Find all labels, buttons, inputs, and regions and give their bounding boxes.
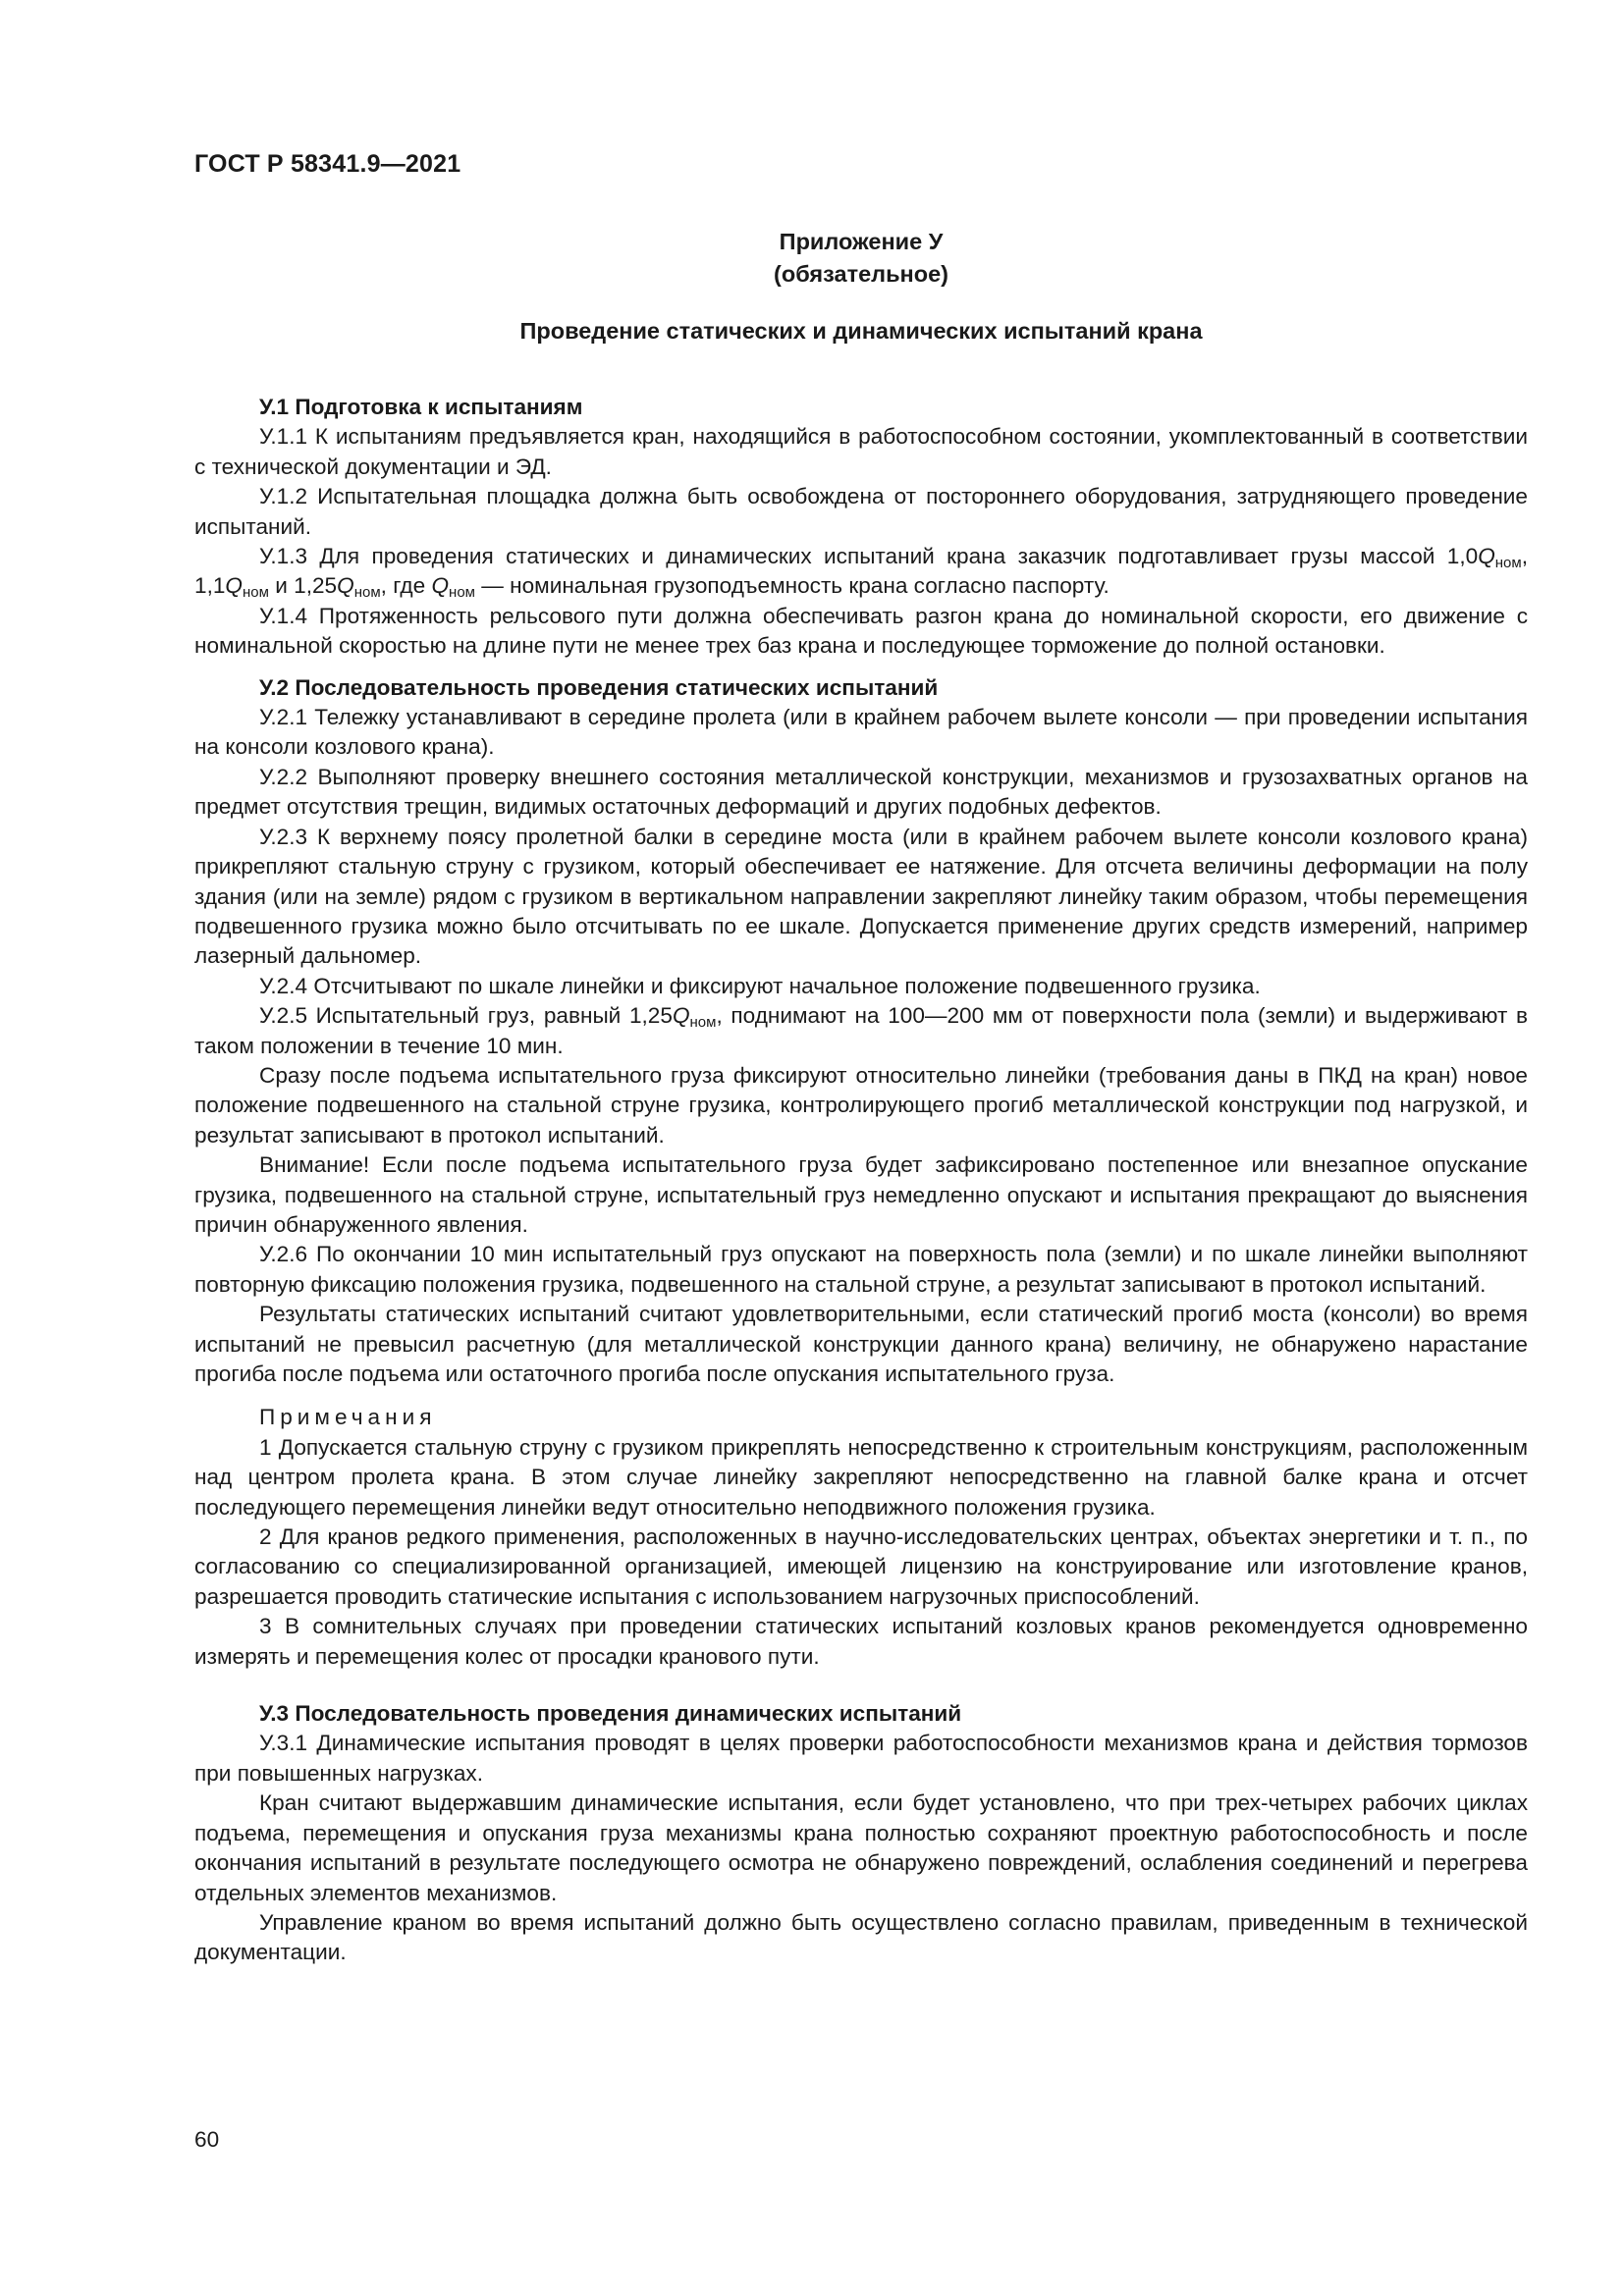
document-body [194, 393, 1528, 1968]
paragraph: У.2.1 Тележку устанавливают в середине пролета (или в крайнем рабочем вылете консоли — при проведении испытания на консоли козлового крана). [194, 705, 1528, 760]
section-heading: У.2 Последовательность проведения статических испытаний [259, 674, 939, 700]
paragraph: У.2.2 Выполняют проверку внешнего состояния металлической конструкции, механизмов и грузозахватных органов на предмет отсутствия трещин, видимых остаточных деформаций и других подобных дефектов. [194, 764, 1528, 820]
paragraph: У.1.4 Протяженность рельсового пути должна обеспечивать разгон крана до номинальной скорости, его движение с номинальной скоростью на длине пути не менее трех баз крана и последующее торможение до полной остановки. [194, 603, 1528, 659]
section-heading: У.1 Подготовка к испытаниям [259, 395, 583, 419]
paragraph: У.1.2 Испытательная площадка должна быть освобождена от постороннего оборудования, затрудняющего проведение испытаний. [194, 484, 1528, 539]
page-number: 60 [194, 2127, 220, 2152]
paragraph: Результаты статических испытаний считают удовлетворительными, если статический прогиб моста (консоли) во время испытаний не превысил расчетную (для металлической конструкции данного крана) величину, не обнаружено нарастание прогиба после подъема или остаточного прогиба после опускания испытательного груза. [194, 1302, 1528, 1386]
appendix-heading [194, 226, 1528, 291]
paragraph: У.1.3 Для проведения статических и динамических испытаний крана заказчик подготавливает грузы массой $1,0Q_{ном}$, $1,1Q_{ном}$ и $1,25Q_{ном}$, где $Q_{ном}$ — номинальная грузоподъемность крана согласно паспорту. [194, 544, 1528, 602]
paragraph: У.3.1 Динамические испытания проводят в целях проверки работоспособности механизмов крана и действия тормозов при повышенных нагрузках. [194, 1731, 1528, 1786]
paragraph: У.2.3 К верхнему поясу пролетной балки в середине моста (или в крайнем рабочем вылете консоли козлового крана) прикрепляют стальную струну с грузиком, который обеспечивает ее натяжение. Для отсчета величины деформации на полу здания (или на земле) рядом с грузиком в вертикальном направлении закрепляют линейку таким образом, чтобы перемещения подвешенного грузика можно было отсчитывать по ее шкале. Допускается применение других средств измерений, например лазерный дальномер. [194, 824, 1528, 969]
note: 2 Для кранов редкого применения, расположенных в научно-исследовательских центрах, объектах энергетики и т. п., по согласованию со специализированной организацией, имеющей лицензию на конструирование или изготовление кранов, разрешается проводить статические испытания с использованием нагрузочных приспособлений. [194, 1524, 1528, 1609]
paragraph: Кран считают выдержавшим динамические испытания, если будет установлено, что при трех-четырех рабочих циклах подъема, перемещения и опускания груза механизмы крана полностью сохраняют проектную работоспособность и после окончания испытаний в результате последующего осмотра не обнаружено повреждений, ослабления соединений и перегрева отдельных элементов механизмов. [194, 1790, 1528, 1905]
note: 1 Допускается стальную струну с грузиком прикреплять непосредственно к строительным конструкциям, расположенным над центром пролета крана. В этом случае линейку закрепляют непосредственно на главной балке крана и отсчет последующего перемещения линейки ведут относительно неподвижного положения грузика. [194, 1434, 1528, 1520]
paragraph: У.2.5 Испытательный груз, равный $1,25Q_{ном}$, поднимают на 100—200 мм от поверхности пола (земли) и выдерживают в таком положении в течение 10 мин. [194, 1003, 1529, 1058]
paragraph: У.2.6 По окончании 10 мин испытательный груз опускают на поверхность пола (земли) и по шкале линейки выполняют повторную фиксацию положения грузика, подвешенного на стальной струне, а результат записывают в протокол испытаний. [194, 1242, 1528, 1297]
notes-title: Примечания [259, 1405, 437, 1430]
document-title: Проведение статических и динамических испытаний крана [519, 318, 1203, 344]
paragraph: У.2.4 Отсчитывают по шкале линейки и фиксируют начальное положение подвешенного грузика. [259, 973, 1261, 998]
appendix-status: (обязательное) [774, 261, 948, 287]
paragraph: Управление краном во время испытаний должно быть осуществлено согласно правилам, приведенным в технической документации. [194, 1909, 1528, 1965]
paragraph: У.1.1 К испытаниям предъявляется кран, находящийся в работоспособном состоянии, укомплектованный в соответствии с технической документации и ЭД. [194, 424, 1528, 479]
section-heading: У.3 Последовательность проведения динамических испытаний [259, 1701, 962, 1727]
paragraph: Сразу после подъема испытательного груза фиксируют относительно линейки (требования даны в ПКД на кран) новое положение подвешенного на стальной струне грузика, контролирующего прогиб металлической конструкции под нагрузкой, и результат записывают в протокол испытаний. [194, 1062, 1528, 1148]
appendix-label: Приложение У [779, 229, 944, 254]
note: 3 В сомнительных случаях при проведении статических испытаний козловых кранов рекомендуется одновременно измерять и перемещения колес от просадки кранового пути. [194, 1614, 1528, 1669]
document-code: ГОСТ Р 58341.9—2021 [194, 150, 461, 178]
paragraph: Внимание! Если после подъема испытательного груза будет зафиксировано постепенное или внезапное опускание грузика, подвешенного на стальной струне, испытательный груз немедленно опускают и испытания прекращают до выяснения причин обнаруженного явления. [194, 1152, 1528, 1237]
